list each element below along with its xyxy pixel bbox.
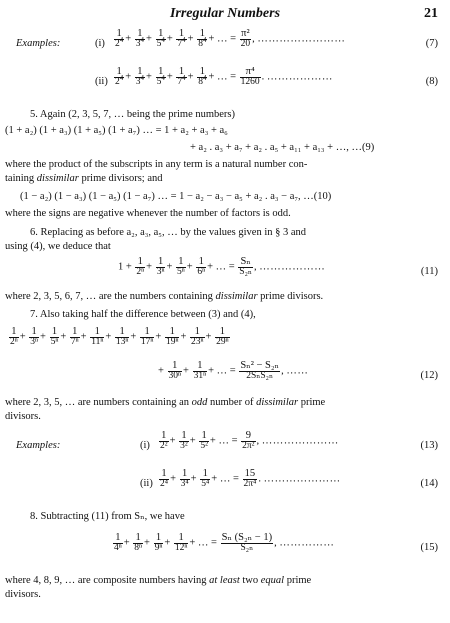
fraction: $\frac{1}{\text{31ⁿ}}$ — [193, 360, 207, 382]
equation-12a: $\frac{1}{\text{2ⁿ}}$ + $\frac{1}{\text{3ⁿ}}$ + $\frac{1}{\text{5ⁿ}}$ + $\frac{1}{\text{7ⁿ}}$ + $\frac{1}{\text{11ⁿ}}$ + $\frac{1}{\text{13ⁿ}}$ + $\frac{1}{\text{17ⁿ}}$ + $\frac{1}{\text{19ⁿ}}$ + $\frac{1}{\text{23ⁿ}}$ + $\frac{1}{\text{29ⁿ}}$ — [10, 326, 229, 348]
fraction: $\frac{1}{\text{2²}}$ — [160, 430, 168, 452]
fraction: $\frac{1}{\text{19ⁿ}}$ — [165, 326, 179, 348]
fraction: $\frac{1}{\text{3ⁿ}}$ — [30, 326, 39, 348]
fraction: $\frac{\text{π²}}{20}$ — [240, 28, 251, 50]
equation-number: (11) — [420, 266, 438, 277]
fraction: $\frac{1}{\text{7ⁿ}}$ — [70, 326, 79, 348]
fraction: $\frac{1}{8^4}$ — [198, 28, 207, 50]
fraction: $\frac{1}{\text{8ⁿ}}$ — [134, 532, 143, 554]
paragraph-line: where the product of the subscripts in any term is a natural number con- — [5, 159, 308, 170]
section-7-intro: 7. Also taking half the difference between (3) and (4), — [30, 309, 256, 320]
example-tag: (ii) — [140, 478, 153, 489]
equation-12b: + $\frac{1}{\text{30ⁿ}}$ + $\frac{1}{\text{31ⁿ}}$ + … = $\frac{\text{Sₙ² − S₂ₙ}}{\text{2SₙS₂ₙ}}$ , …… — [158, 360, 309, 382]
fraction: $\frac{9}{\text{2π²}}$ — [242, 430, 255, 452]
fraction: $\frac{\text{Sₙ (S₂ₙ − 1)}}{\text{S₂ₙ}}$ — [221, 532, 273, 554]
fraction: $\frac{1}{\text{17ⁿ}}$ — [140, 326, 154, 348]
fraction: $\frac{1}{\text{3²}}$ — [180, 430, 188, 452]
fraction: $\frac{1}{2^4}$ — [115, 28, 124, 50]
fraction: $\frac{\text{Sₙ² − S₂ₙ}}{\text{2SₙS₂ₙ}}$ — [240, 360, 280, 382]
fraction: $\frac{1}{\text{9ⁿ}}$ — [154, 532, 163, 554]
equation-number: (15) — [420, 542, 438, 553]
running-title: Irregular Numbers — [169, 6, 281, 21]
fraction: $\frac{1}{\text{2ⁿ}}$ — [10, 326, 18, 348]
fraction: $\frac{1}{7^4}$ — [177, 66, 186, 88]
fraction: $\frac{1}{\text{5ⁿ}}$ — [177, 256, 185, 278]
paragraph-line: where 4, 8, 9, … are composite numbers having at least two equal prime — [5, 575, 312, 586]
fraction: $\frac{1}{\text{5²}}$ — [200, 430, 208, 452]
fraction: $\frac{1}{\text{6ⁿ}}$ — [197, 256, 206, 278]
equation-number: (13) — [420, 440, 438, 451]
fraction: $\frac{1}{\text{3ⁿ}}$ — [156, 256, 165, 278]
paragraph-line: where 2, 3, 5, 6, 7, … are the numbers containing dissimilar prime divisors. — [5, 291, 324, 302]
fraction: $\frac{1}{\text{23ⁿ}}$ — [191, 326, 204, 348]
fraction: $\frac{\text{Sₙ}}{\text{S₂ₙ}}$ — [239, 256, 252, 278]
paragraph-line: taining dissimilar prime divisors; and — [5, 173, 163, 184]
examples-label: Examples: — [16, 38, 61, 49]
equation-15: $\frac{1}{\text{4ⁿ}}$ + $\frac{1}{\text{8ⁿ}}$ + $\frac{1}{\text{9ⁿ}}$ + $\frac{1}{\text{12ⁿ}}$ + … = $\frac{\text{Sₙ (S₂ₙ − 1)}}{\text{S₂ₙ}}$ , …………… — [114, 532, 335, 554]
equation-9a: (1 + a₂) (1 + a₃) (1 + a₅) (1 + a₇) … = 1 + a₂ + a₃ + a₆ — [5, 125, 228, 136]
fraction: $\frac{1}{\text{11ⁿ}}$ — [91, 326, 104, 348]
fraction: $\frac{1}{\text{2ⁿ}}$ — [136, 256, 145, 278]
examples-label: Examples: — [16, 440, 61, 451]
equation-9b: + a₂ . a₃ + a₇ + a₂ . a₅ + a₁₁ + a₁₃ + …, …(9) — [190, 142, 375, 153]
example-tag: (ii) — [95, 76, 108, 87]
fraction: $\frac{1}{5^4}$ — [156, 28, 165, 50]
fraction: $\frac{1}{\text{30ⁿ}}$ — [168, 360, 182, 382]
fraction: $\frac{1}{\text{2⁴}}$ — [160, 468, 169, 490]
fraction: $\frac{15}{\text{2π⁴}}$ — [243, 468, 257, 490]
equation-13: $\frac{1}{\text{2²}}$ + $\frac{1}{\text{3²}}$ + $\frac{1}{\text{5²}}$ + … = $\frac{9}{\text{2π²}}$ , ………………… — [160, 430, 339, 452]
fraction: $\frac{1}{\text{5ⁿ}}$ — [50, 326, 59, 348]
equation-number: (8) — [425, 76, 438, 87]
equation-7: $\frac{1}{2^4}$ + $\frac{1}{3^4}$ + $\frac{1}{5^4}$ + $\frac{1}{7^4}$ + $\frac{1}{8^4}$ + … = $\frac{\text{π²}}{20}$ , …………………… — [115, 28, 346, 50]
fraction: $\frac{1}{\text{12ⁿ}}$ — [174, 532, 188, 554]
paragraph-line: using (4), we deduce that — [5, 241, 111, 252]
fraction: $\frac{1}{\text{13ⁿ}}$ — [115, 326, 129, 348]
paragraph-line: divisors. — [5, 411, 41, 422]
fraction: $\frac{1}{2^4}$ — [115, 66, 124, 88]
fraction: $\frac{1}{3^4}$ — [135, 66, 145, 88]
fraction: $\frac{1}{7^4}$ — [177, 28, 186, 50]
equation-number: (14) — [420, 478, 438, 489]
fraction: $\frac{1}{8^4}$ — [198, 66, 207, 88]
paragraph-line: divisors. — [5, 589, 41, 600]
fraction: $\frac{1}{\text{5⁴}}$ — [201, 468, 210, 490]
fraction: $\frac{1}{\text{29ⁿ}}$ — [216, 326, 229, 348]
paragraph-line: where the signs are negative whenever the number of factors is odd. — [5, 208, 291, 219]
fraction: $\frac{1}{\text{4ⁿ}}$ — [114, 532, 122, 554]
paragraph-line: where 2, 3, 5, … are numbers containing an odd number of dissimilar prime — [5, 397, 326, 408]
section-5-intro: 5. Again (2, 3, 5, 7, … being the prime numbers) — [30, 109, 236, 120]
example-tag: (i) — [140, 440, 150, 451]
equation-number: (12) — [420, 370, 438, 381]
fraction: $\frac{1}{\text{3⁴}}$ — [180, 468, 189, 490]
page-number: 21 — [424, 6, 438, 21]
equation-11: 1 + $\frac{1}{\text{2ⁿ}}$ + $\frac{1}{\text{3ⁿ}}$ + $\frac{1}{\text{5ⁿ}}$ + $\frac{1}{\text{6ⁿ}}$ + … = $\frac{\text{Sₙ}}{\text{S₂ₙ}}$ , ……………… — [118, 256, 326, 278]
fraction: $\frac{1}{5^4}$ — [156, 66, 165, 88]
fraction: $\frac{\text{π⁴}}{1260}$ — [240, 66, 260, 88]
example-tag: (i) — [95, 38, 105, 49]
section-6-intro: 6. Replacing as before a₂, a₃, a₅, … by the values given in § 3 and — [30, 227, 307, 238]
fraction: $\frac{1}{3^4}$ — [135, 28, 145, 50]
section-8-intro: 8. Subtracting (11) from Sₙ, we have — [30, 511, 185, 522]
page-header — [0, 6, 450, 26]
equation-14: $\frac{1}{\text{2⁴}}$ + $\frac{1}{\text{3⁴}}$ + $\frac{1}{\text{5⁴}}$ + … = $\frac{15}{\text{2π⁴}}$ . ………………… — [160, 468, 341, 490]
equation-8: $\frac{1}{2^4}$ + $\frac{1}{3^4}$ + $\frac{1}{5^4}$ + $\frac{1}{7^4}$ + $\frac{1}{8^4}$ + … = $\frac{\text{π⁴}}{1260}$ . ……………… — [115, 66, 333, 88]
equation-number: (7) — [425, 38, 438, 49]
equation-10: (1 − a₂) (1 − a₃) (1 − a₅) (1 − a₇) … = 1 − a₂ − a₃ − a₅ + a₂ . a₃ − a₇, …(10) — [20, 191, 332, 202]
